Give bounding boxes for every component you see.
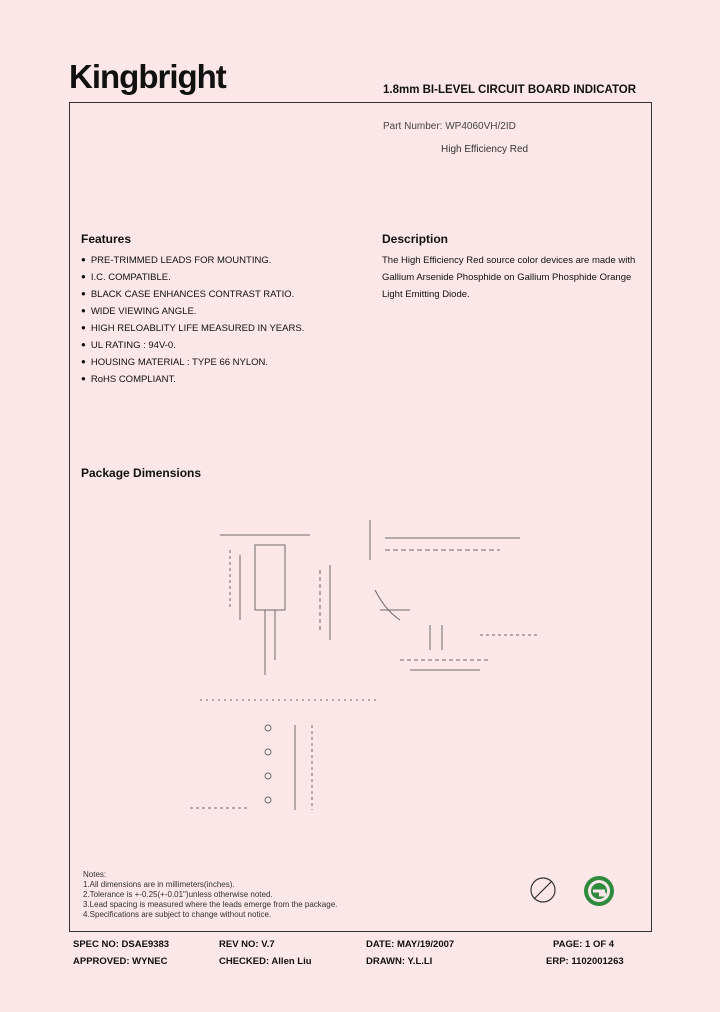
document-title: 1.8mm BI-LEVEL CIRCUIT BOARD INDICATOR bbox=[383, 84, 637, 96]
page-indicator: PAGE: 1 OF 4 bbox=[553, 939, 615, 950]
feature-item: ● PRE-TRIMMED LEADS FOR MOUNTING. bbox=[81, 252, 304, 269]
part-number: Part Number: WP4060VH/2ID bbox=[383, 121, 516, 132]
feature-item: ● WIDE VIEWING ANGLE. bbox=[81, 303, 304, 320]
note-item: 3.Lead spacing is measured where the leads emerge from the package. bbox=[83, 900, 338, 909]
feature-item: ● UL RATING : 94V-0. bbox=[81, 337, 304, 354]
notes-heading: Notes: bbox=[83, 870, 107, 879]
feature-item: ● I.C. COMPATIBLE. bbox=[81, 269, 304, 286]
erp-number: ERP: 1102001263 bbox=[546, 956, 624, 967]
features-list bbox=[81, 252, 304, 388]
features-heading: Features bbox=[81, 232, 132, 246]
feature-item: ● HOUSING MATERIAL : TYPE 66 NYLON. bbox=[81, 354, 304, 371]
feature-item: ● HIGH RELOABLITY LIFE MEASURED IN YEARS. bbox=[81, 320, 304, 337]
revision-number: REV NO: V.7 bbox=[219, 939, 275, 950]
notes-block bbox=[83, 870, 337, 920]
package-dimensions-heading: Package Dimensions bbox=[81, 466, 202, 480]
drawn-by: DRAWN: Y.L.LI bbox=[366, 956, 433, 967]
approved-by: APPROVED: WYNEC bbox=[73, 956, 168, 967]
description-text: The High Efficiency Red source color devices are made with Gallium Arsenide Phosphide on Gallium Phosphide Orange Light Emitting Diode. bbox=[382, 255, 636, 300]
lead-free-icon bbox=[529, 876, 557, 904]
note-item: 2.Tolerance is +-0.25(+-0.01")unless otherwise noted. bbox=[83, 890, 273, 899]
note-item: 1.All dimensions are in millimeters(inches). bbox=[83, 880, 235, 889]
checked-by: CHECKED: Allen Liu bbox=[219, 956, 312, 967]
feature-item: ● RoHS COMPLIANT. bbox=[81, 371, 304, 388]
product-subtitle: High Efficiency Red bbox=[441, 144, 529, 155]
document-date: DATE: MAY/19/2007 bbox=[366, 939, 455, 950]
package-drawing bbox=[180, 500, 560, 820]
brand-logo: Kingbright bbox=[69, 58, 226, 95]
description-heading: Description bbox=[382, 232, 449, 246]
rohs-icon bbox=[582, 874, 616, 908]
spec-number: SPEC NO: DSAE9383 bbox=[73, 939, 170, 950]
note-item: 4.Specifications are subject to change without notice. bbox=[83, 910, 272, 919]
feature-item: ● BLACK CASE ENHANCES CONTRAST RATIO. bbox=[81, 286, 304, 303]
